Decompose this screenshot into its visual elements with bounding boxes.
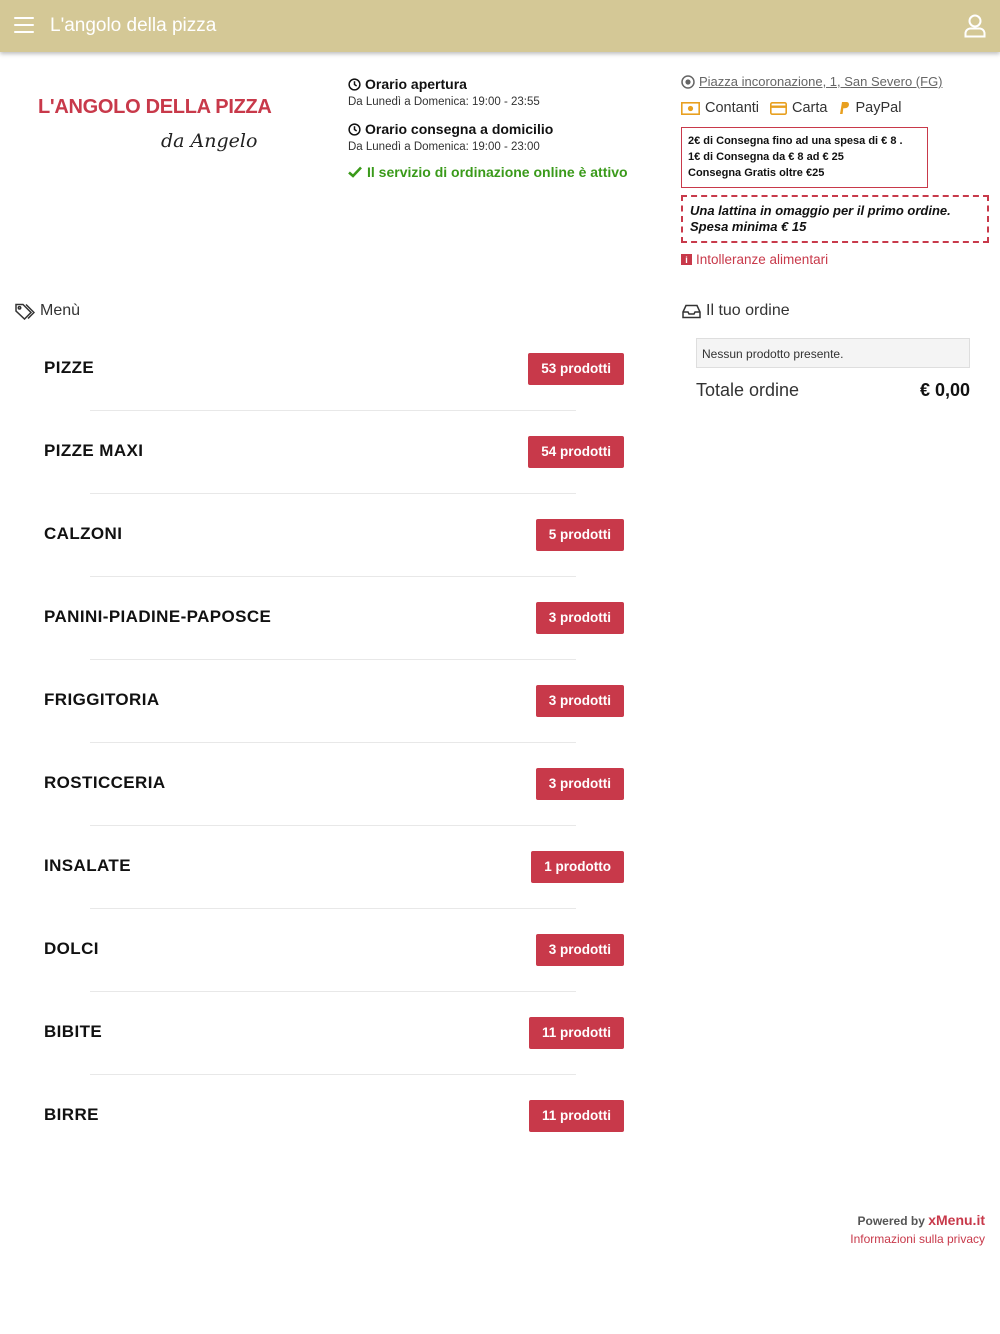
- category-name: PIZZE: [44, 358, 95, 377]
- category-name: FRIGGITORIA: [44, 690, 160, 709]
- service-status-text: Il servizio di ordinazione online è attivo: [367, 164, 628, 180]
- category-name: PIZZE MAXI: [44, 441, 144, 460]
- opening-hours-text: Da Lunedì a Domenica: 19:00 - 23:55: [348, 96, 540, 108]
- category-divider: [90, 742, 576, 743]
- menu-heading: [15, 302, 80, 320]
- order-empty-message: Nessun prodotto presente.: [696, 338, 970, 368]
- address-row: [681, 74, 991, 89]
- category-name: CALZONI: [44, 524, 123, 543]
- powered-by-label: Powered by: [857, 1214, 925, 1228]
- order-heading: [682, 302, 790, 320]
- clock-icon: [348, 123, 361, 136]
- checkmark-icon: [348, 166, 362, 178]
- category-pizze[interactable]: [44, 353, 624, 413]
- category-divider: [90, 576, 576, 577]
- paypal-icon: [838, 101, 850, 115]
- category-name: PANINI-PIADINE-PAPOSCE: [44, 607, 272, 626]
- order-heading-label: Il tuo ordine: [706, 302, 790, 319]
- intolerances-label: Intolleranze alimentari: [696, 252, 829, 267]
- user-account-icon[interactable]: [964, 14, 986, 38]
- product-count-badge[interactable]: 3 prodotti: [536, 768, 624, 800]
- category-name: INSALATE: [44, 856, 131, 875]
- category-bibite[interactable]: [44, 1017, 624, 1077]
- privacy-link[interactable]: Informazioni sulla privacy: [850, 1232, 985, 1246]
- opening-title-label: Orario apertura: [365, 76, 467, 92]
- category-name: DOLCI: [44, 939, 99, 958]
- product-count-badge[interactable]: 11 prodotti: [529, 1100, 624, 1132]
- category-divider: [90, 659, 576, 660]
- opening-hours-title: [348, 76, 668, 92]
- order-total-label: Totale ordine: [696, 380, 800, 400]
- menu-heading-label: Menù: [40, 302, 81, 319]
- credit-card-icon: [770, 102, 787, 115]
- category-panini-piadine-paposce[interactable]: [44, 602, 624, 662]
- payment-cash-label: Contanti: [705, 100, 760, 116]
- payment-cash: [681, 100, 759, 116]
- logo-main-text: L'ANGOLO DELLA PIZZA: [38, 96, 272, 118]
- payment-methods: [681, 100, 991, 116]
- category-dolci[interactable]: [44, 934, 624, 994]
- inbox-icon: [682, 304, 701, 319]
- category-divider: [90, 410, 576, 411]
- category-calzoni[interactable]: [44, 519, 624, 579]
- product-count-badge[interactable]: 1 prodotto: [531, 851, 624, 883]
- tag-icon: [15, 303, 35, 320]
- promo-line: Spesa minima € 15: [690, 219, 807, 234]
- product-count-badge[interactable]: 3 prodotti: [536, 602, 624, 634]
- category-divider: [90, 908, 576, 909]
- intolerances-link[interactable]: [681, 252, 991, 267]
- category-friggitoria[interactable]: [44, 685, 624, 745]
- delivery-fee-line: 2€ di Consegna fino ad una spesa di € 8 .: [688, 135, 903, 147]
- category-divider: [90, 493, 576, 494]
- delivery-hours-text: Da Lunedì a Domenica: 19:00 - 23:00: [348, 141, 540, 153]
- category-name: ROSTICCERIA: [44, 773, 166, 792]
- restaurant-info: [681, 74, 991, 267]
- product-count-badge[interactable]: 3 prodotti: [536, 685, 624, 717]
- opening-hours: [348, 76, 668, 180]
- category-name: BIRRE: [44, 1105, 99, 1124]
- service-status: [348, 164, 668, 180]
- product-count-badge[interactable]: 3 prodotti: [536, 934, 624, 966]
- payment-card-label: Carta: [792, 100, 828, 116]
- category-name: BIBITE: [44, 1022, 103, 1041]
- category-insalate[interactable]: [44, 851, 624, 911]
- app-title: L'angolo della pizza: [50, 15, 217, 36]
- info-icon: i: [681, 254, 692, 265]
- delivery-title-label: Orario consegna a domicilio: [365, 121, 554, 137]
- product-count-badge[interactable]: 11 prodotti: [529, 1017, 624, 1049]
- category-pizze-maxi[interactable]: [44, 436, 624, 496]
- product-count-badge[interactable]: 5 prodotti: [536, 519, 624, 551]
- category-rosticceria[interactable]: [44, 768, 624, 828]
- payment-paypal-label: PayPal: [855, 100, 902, 116]
- product-count-badge[interactable]: 53 prodotti: [528, 353, 624, 385]
- order-total: [696, 380, 970, 401]
- location-pin-icon: [681, 75, 695, 89]
- delivery-fee-line: Consegna Gratis oltre €25: [688, 167, 825, 179]
- payment-card: [770, 100, 827, 116]
- category-divider: [90, 991, 576, 992]
- product-count-badge[interactable]: 54 prodotti: [528, 436, 624, 468]
- delivery-fee-line: 1€ di Consegna da € 8 ad € 25: [688, 151, 844, 163]
- category-divider: [90, 825, 576, 826]
- restaurant-logo: [38, 96, 278, 166]
- address-link[interactable]: Piazza incoronazione, 1, San Severo (FG): [699, 74, 943, 89]
- logo-sub-text: da Angelo: [161, 130, 258, 152]
- promo-box: [681, 195, 989, 243]
- xmenu-link[interactable]: xMenu.it: [928, 1212, 985, 1228]
- category-birre[interactable]: [44, 1100, 624, 1160]
- payment-paypal: [838, 100, 901, 116]
- order-total-value: € 0,00: [919, 380, 970, 400]
- promo-line: Una lattina in omaggio per il primo ordine.: [690, 203, 951, 218]
- menu-hamburger-icon[interactable]: [14, 17, 34, 35]
- delivery-fees-box: [681, 127, 928, 188]
- delivery-hours-title: [348, 121, 668, 137]
- clock-icon: [348, 78, 361, 91]
- cash-icon: [681, 102, 700, 115]
- category-divider: [90, 1074, 576, 1075]
- top-bar: [0, 0, 1000, 52]
- footer: [850, 1212, 985, 1246]
- powered-by: [850, 1212, 985, 1228]
